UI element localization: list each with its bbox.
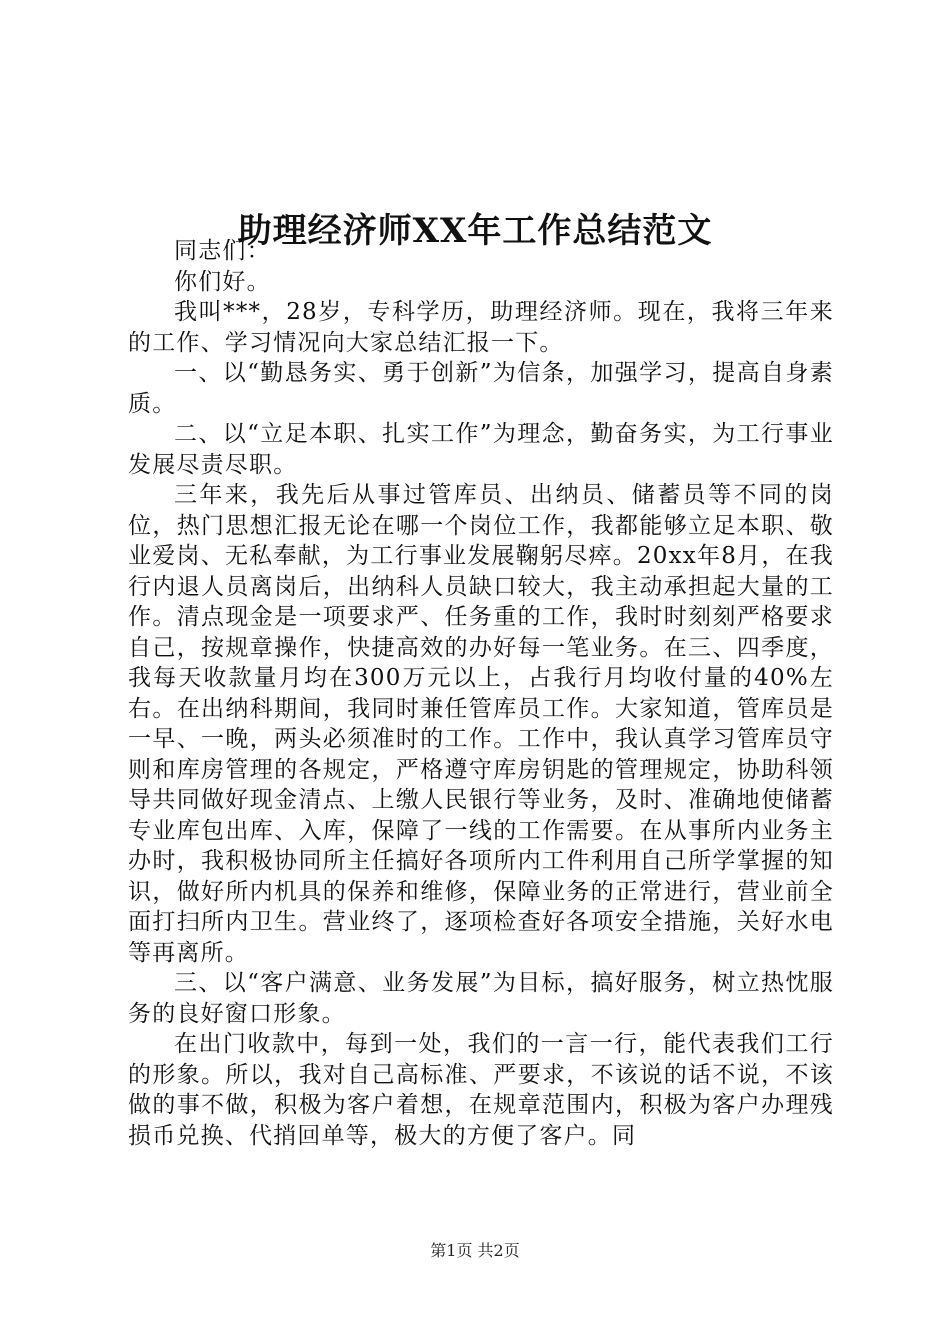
greeting: 你们好。 [174, 268, 271, 295]
salutation: 同志们： [174, 238, 271, 264]
paragraph: 我叫***，28岁，专科学历，助理经济师。现在，我将三年来的工作、学习情况向大家总结汇报一下。 [128, 299, 834, 356]
document-body [128, 236, 834, 1151]
paragraph: 在出门收款中，每到一处，我们的一言一行，能代表我们工行的形象。所以，我对自己高标准、严要求，不该说的话不说，不该做的事不做，积极为客户着想，在规章范围内，积极为客户办理残损币兑换、代捎回单等，极大的方便了客户。同 [128, 1031, 834, 1149]
section-heading-2: 二、以“立足本职、扎实工作”为理念，勤奋务实，为工行事业发展尽责尽职。 [128, 421, 834, 478]
page-footer: 第1页 共2页 [430, 1241, 520, 1260]
paragraph: 三年来，我先后从事过管库员、出纳员、储蓄员等不同的岗位，热门思想汇报无论在哪一个岗位工作，我都能够立足本职、敬业爱岗、无私奉献，为工行事业发展鞠躬尽瘁。20xx年8月，在我行内退人员离岗后，出纳科人员缺口较大，我主动承担起大量的工作。清点现金是一项要求严、任务重的工作，我时时刻刻严格要求自己，按规章操作，快捷高效的办好每一笔业务。在三、四季度，我每天收款量月均在300万元以上，占我行月均收付量的40%左右。在出纳科期间，我同时兼任管库员工作。大家知道，管库员是一早、一晚，两头必须准时的工作。工作中，我认真学习管库员守则和库房管理的各规定，严格遵守库房钥匙的管理规定，协助科领导共同做好现金清点、上缴人民银行等业务，及时、准确地使储蓄专业库包出库、入库，保障了一线的工作需要。在从事所内业务主办时，我积极协同所主任搞好各项所内工件利用自己所学掌握的知识，做好所内机具的保养和维修，保障业务的正常进行，营业前全面打扫所内卫生。营业终了，逐项检查好各项安全措施，关好水电等再离所。 [128, 482, 834, 966]
section-heading-3: 三、以“客户满意、业务发展”为目标，搞好服务，树立热忱服务的良好窗口形象。 [128, 970, 834, 1027]
document-title: 助理经济师XX年工作总结范文 [237, 210, 713, 251]
section-heading-1: 一、以“勤恳务实、勇于创新”为信条，加强学习，提高自身素质。 [128, 360, 834, 417]
